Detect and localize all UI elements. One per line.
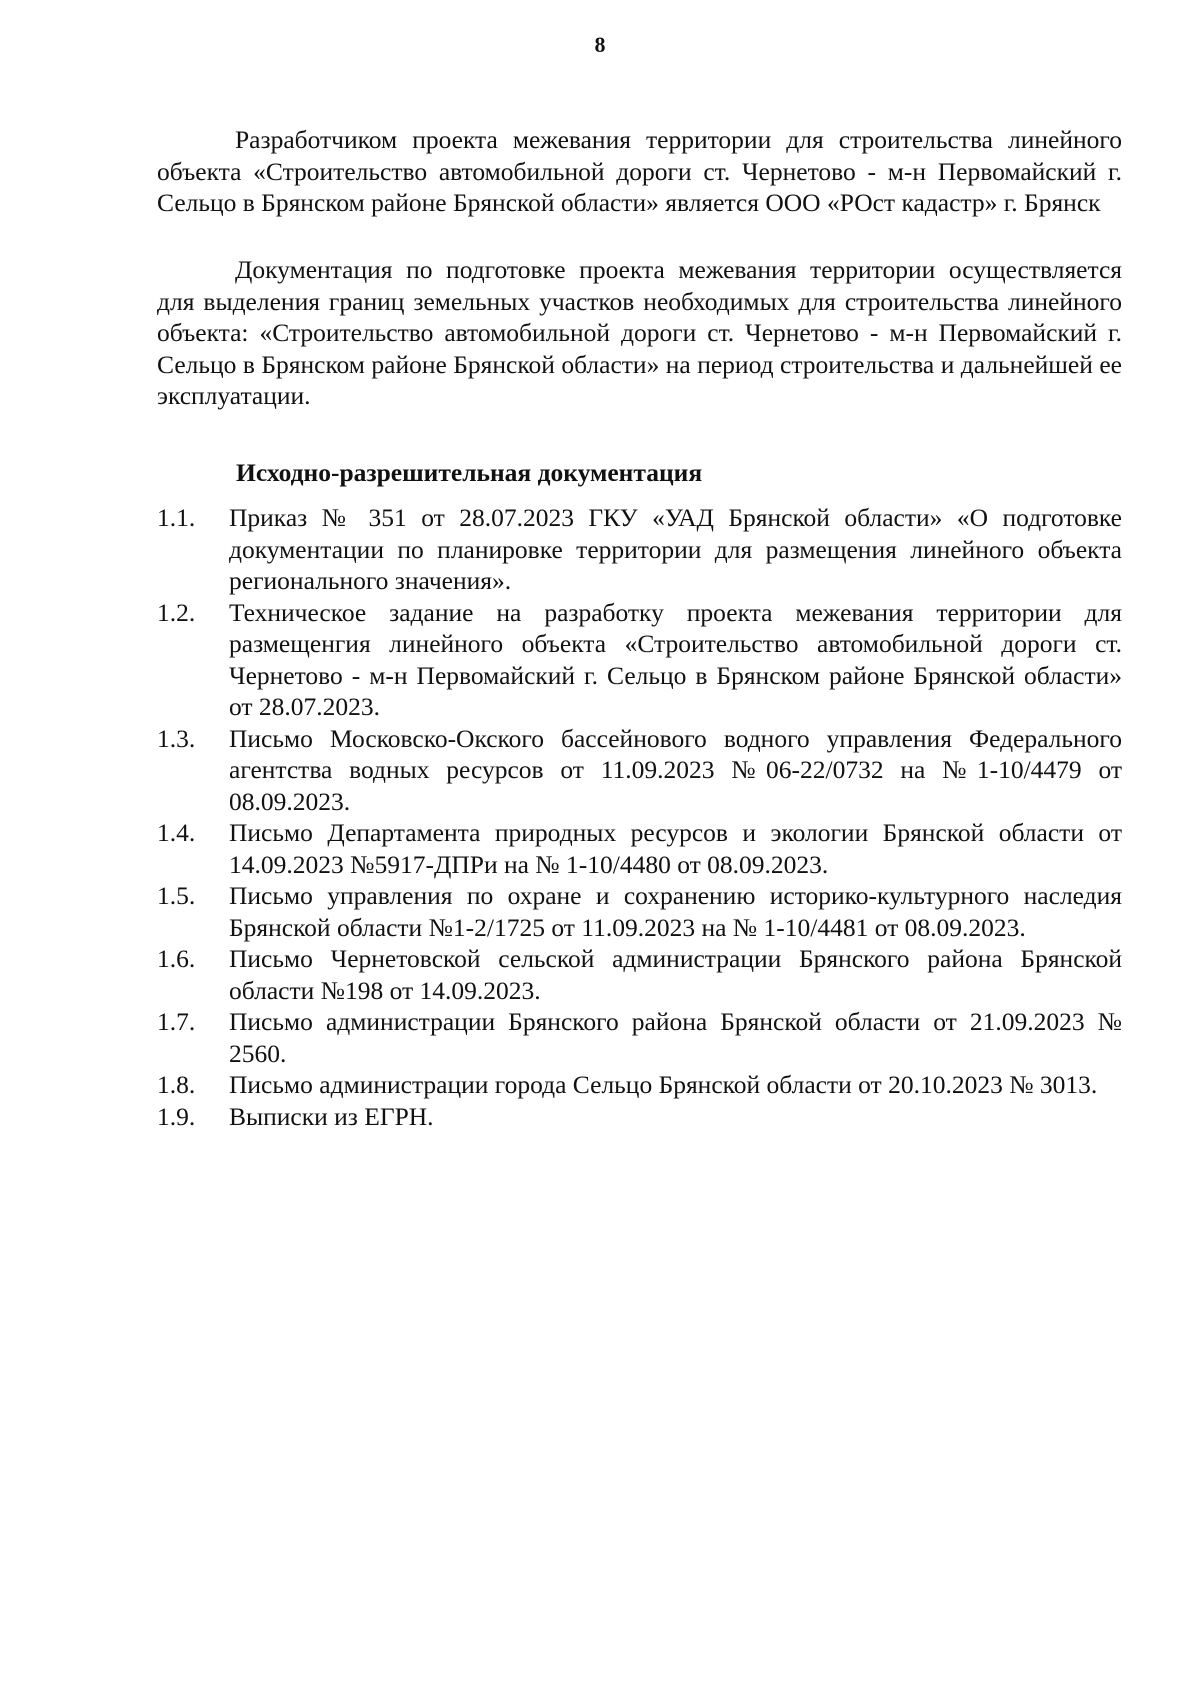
list-item — [157, 1101, 1122, 1133]
list-item-text: Выписки из ЕГРН. — [229, 1101, 434, 1131]
list-item-text: Письмо управления по охране и сохранению историко-культурного наследия Брянской области №1-2/1725 от 11.09.2023 на № 1-10/4481 от 08.09.2023. — [229, 881, 1122, 942]
list-item-number: 1.5. — [157, 881, 196, 910]
list-item — [157, 817, 1122, 880]
list-item-number: 1.2. — [157, 597, 196, 627]
paragraph-text: Документация по подготовке проекта межевания территории осуществляется для выделения границ земельных участков необходимых для строительства линейного объекта: «Строительство автомобильной дороги ст. Чернетово - м-н Первомайский г. Сельцо в Брянском районе Брянской области» на период строительства и дальнейшей ее эксплуатации. — [157, 255, 1122, 410]
list-item-text: Письмо администрации города Сельцо Брянской области от 20.10.2023 № 3013. — [229, 1070, 1098, 1099]
list-item — [157, 723, 1122, 818]
list-item-text: Письмо Чернетовской сельской администрации Брянского района Брянской области №198 от 14.09.2023. — [229, 944, 1122, 1005]
list-item-number: 1.3. — [157, 723, 196, 753]
list-item-number: 1.6. — [157, 944, 196, 973]
list-item-number: 1.4. — [157, 818, 196, 847]
list-item — [157, 1069, 1122, 1101]
list-item — [157, 502, 1122, 597]
list-item-text: Письмо администрации Брянского района Брянской области от 21.09.2023 № 2560. — [229, 1007, 1122, 1068]
list-item-text: Приказ № 351 от 28.07.2023 ГКУ «УАД Брянской области» «О подготовке документации по планировке территории для размещения линейного объекта регионального значения». — [229, 503, 1122, 595]
documents-list — [157, 502, 1122, 1132]
section-title: Исходно-разрешительная документация — [236, 458, 703, 487]
list-item — [157, 597, 1122, 723]
list-item-number: 1.8. — [157, 1070, 196, 1099]
page-number: 8 — [594, 32, 606, 57]
list-item-text: Письмо Департамента природных ресурсов и экологии Брянской области от 14.09.2023 №5917-ДПРи на № 1-10/4480 от 08.09.2023. — [229, 818, 1122, 879]
paragraph-text: Разработчиком проекта межевания территории для строительства линейного объекта «Строительство автомобильной дороги ст. Чернетово - м-н Первомайский г. Сельцо в Брянском районе Брянской области» является ООО «РОст кадастр» г. Брянск — [157, 125, 1122, 217]
list-item — [157, 943, 1122, 1006]
intro-paragraph-purpose — [157, 254, 1122, 412]
list-item-text: Письмо Московско-Окского бассейнового водного управления Федерального агентства водных ресурсов от 11.09.2023 №06-22/0732 на №1-10/4479 от 08.09.2023. — [229, 723, 1122, 816]
list-item-number: 1.7. — [157, 1007, 196, 1036]
list-item — [157, 880, 1122, 943]
list-item-text: Техническое задание на разработку проекта межевания территории для размещенгия линейного объекта «Строительство автомобильной дороги ст. Чернетово - м-н Первомайский г. Сельцо в Брянском районе Брянской области» от 28.07.2023. — [229, 597, 1122, 721]
list-item — [157, 1006, 1122, 1069]
list-item-number: 1.9. — [157, 1101, 196, 1131]
list-item-number: 1.1. — [157, 503, 196, 532]
intro-paragraph-developer — [157, 124, 1122, 219]
